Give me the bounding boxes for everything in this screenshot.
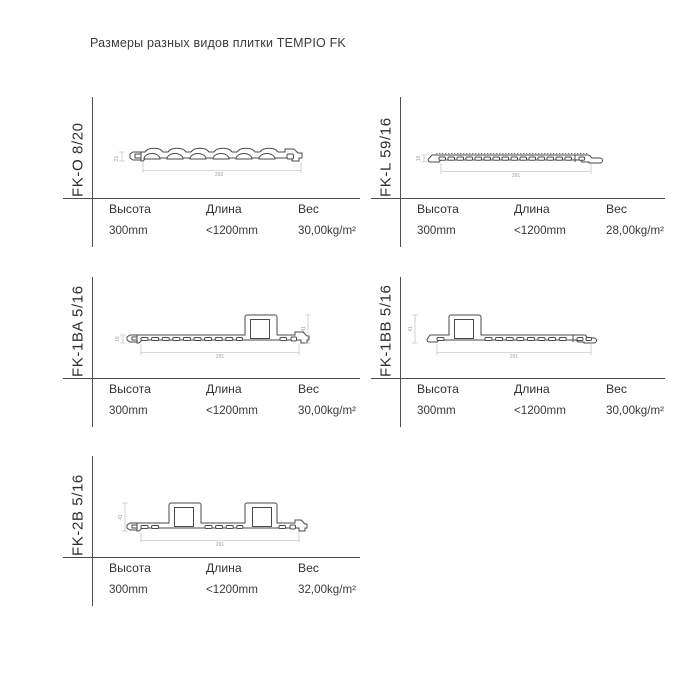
table-divider <box>63 378 360 379</box>
profile-drawing-fk-o <box>105 131 319 191</box>
perforation <box>205 338 212 341</box>
perforation <box>141 338 148 341</box>
section-fk-1bb-5-16 <box>371 275 665 445</box>
perforation <box>279 526 286 529</box>
profile-cross-section <box>107 495 321 555</box>
perforation <box>559 338 566 341</box>
profile-label: FK-O 8/20 <box>69 122 87 197</box>
height-dim-value: 41 <box>408 326 414 332</box>
profile-cross-section <box>397 307 611 367</box>
width-dim-value: 292 <box>214 172 224 178</box>
table-divider <box>371 378 665 379</box>
perforation <box>152 338 159 341</box>
right-slot-hole <box>290 525 296 529</box>
table-value-row <box>63 404 360 417</box>
perforation <box>466 157 473 160</box>
perforation <box>549 338 556 341</box>
perforation <box>475 157 482 160</box>
profile-label: FK-2B 5/16 <box>69 474 87 556</box>
left-hook <box>127 523 137 530</box>
height-dim-value: 16 <box>115 336 121 342</box>
height-dim-value: 16 <box>416 155 422 162</box>
value-height: 300mm <box>109 583 148 596</box>
perforation <box>205 526 212 529</box>
perforation <box>586 338 592 341</box>
value-length: <1200mm <box>206 224 258 237</box>
header-height: Высота <box>417 202 459 216</box>
perforation <box>538 338 545 341</box>
value-length: <1200mm <box>514 404 566 417</box>
perforation <box>520 157 527 160</box>
perforation <box>457 157 464 160</box>
header-weight: Вес <box>606 202 628 216</box>
table-value-row <box>63 583 360 596</box>
perforation <box>496 338 503 341</box>
perforation <box>577 338 583 341</box>
header-weight: Вес <box>298 382 320 396</box>
perforation <box>183 338 190 341</box>
section-fk-o-8-20 <box>63 95 360 265</box>
perforation <box>506 338 513 341</box>
profile-label: FK-1BB 5/16 <box>377 284 395 377</box>
table-divider <box>371 198 665 199</box>
right-slot-hole <box>291 337 297 341</box>
perforation <box>439 157 446 160</box>
perforation <box>194 338 201 341</box>
box-inner <box>175 508 194 527</box>
left-hook <box>130 152 141 160</box>
perforation <box>579 157 585 160</box>
table-value-row <box>63 224 360 237</box>
header-height: Высота <box>109 382 151 396</box>
perforation <box>226 338 233 341</box>
header-height: Высота <box>109 561 151 575</box>
perforation <box>485 338 492 341</box>
table-header-row <box>371 202 665 216</box>
perforation <box>162 338 169 341</box>
table-divider <box>63 557 360 558</box>
width-dim-value: 291 <box>511 173 521 179</box>
perforation <box>565 157 572 160</box>
perforation <box>437 338 444 341</box>
perforation <box>237 526 243 529</box>
section-fk-2b-5-16 <box>63 454 360 624</box>
value-weight: 30,00kg/m² <box>298 404 356 417</box>
perforation <box>152 526 159 529</box>
header-height: Высота <box>417 382 459 396</box>
perforation <box>529 157 536 160</box>
page-title: Размеры разных видов плитки TEMPIO FK <box>90 36 346 50</box>
profile-drawing-fk-1bb <box>397 307 611 367</box>
box-inner <box>455 320 474 339</box>
perforation <box>141 526 148 529</box>
profile-drawing-fk-1ba <box>107 307 321 367</box>
perforation <box>502 157 509 160</box>
header-length: Длина <box>206 202 242 216</box>
right-slot-hole <box>287 154 294 159</box>
width-dim-value: 291 <box>509 354 519 360</box>
value-weight: 30,00kg/m² <box>606 404 664 417</box>
perforation <box>226 526 233 529</box>
profile-cross-section <box>105 131 319 191</box>
value-height: 300mm <box>417 404 456 417</box>
header-weight: Вес <box>298 561 320 575</box>
right-height-dim-value: 41 <box>301 326 307 332</box>
header-length: Длина <box>206 382 242 396</box>
perforation <box>517 338 524 341</box>
box-inner <box>253 508 272 527</box>
table-header-row <box>63 202 360 216</box>
table-divider <box>63 198 360 199</box>
table-header-row <box>371 382 665 396</box>
perforation <box>538 157 545 160</box>
perforation <box>280 338 287 341</box>
header-length: Длина <box>514 202 550 216</box>
perforation <box>173 338 180 341</box>
header-weight: Вес <box>298 202 320 216</box>
value-length: <1200mm <box>514 224 566 237</box>
value-length: <1200mm <box>206 583 258 596</box>
profile-cross-section <box>401 131 615 191</box>
perforation <box>448 157 455 160</box>
perforation <box>511 157 518 160</box>
box-inner <box>251 320 270 339</box>
perforation <box>216 526 223 529</box>
header-weight: Вес <box>606 382 628 396</box>
section-fk-l-59-16 <box>371 95 665 265</box>
perforation <box>556 157 563 160</box>
left-hook <box>127 335 137 342</box>
profile-drawing-fk-l <box>401 131 615 191</box>
value-height: 300mm <box>417 224 456 237</box>
table-value-row <box>371 224 665 237</box>
value-height: 300mm <box>109 404 148 417</box>
perforation <box>484 157 491 160</box>
perforation <box>493 157 500 160</box>
value-height: 300mm <box>109 224 148 237</box>
header-height: Высота <box>109 202 151 216</box>
table-header-row <box>63 561 360 575</box>
width-dim-value: 291 <box>215 542 225 548</box>
header-length: Длина <box>206 561 242 575</box>
perforation <box>215 338 222 341</box>
value-weight: 32,00kg/m² <box>298 583 356 596</box>
value-weight: 28,00kg/m² <box>606 224 664 237</box>
width-dim-value: 291 <box>215 354 225 360</box>
profile-cross-section <box>107 307 321 367</box>
height-dim-value: 41 <box>118 514 124 520</box>
height-dim-value: 21 <box>114 155 120 162</box>
profile-drawing-fk-2b <box>107 495 321 555</box>
perforation <box>527 338 534 341</box>
perforation <box>236 338 242 341</box>
value-weight: 30,00kg/m² <box>298 224 356 237</box>
profile-label: FK-1BA 5/16 <box>69 285 87 377</box>
value-length: <1200mm <box>206 404 258 417</box>
table-header-row <box>63 382 360 396</box>
table-value-row <box>371 404 665 417</box>
header-length: Длина <box>514 382 550 396</box>
section-fk-1ba-5-16 <box>63 275 360 445</box>
profile-label: FK-L 59/16 <box>377 117 395 197</box>
perforation <box>547 157 554 160</box>
